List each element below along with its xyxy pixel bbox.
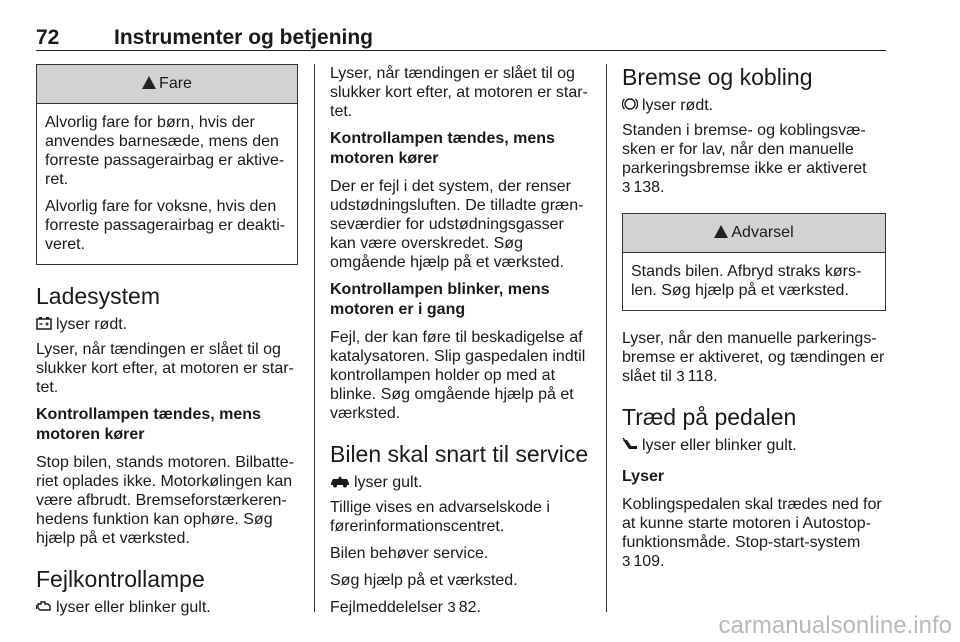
service-indicator (330, 473, 592, 492)
brake-text-1 (622, 121, 886, 197)
brake-text-2-body: Lyser, når den manuelle parkeringsbremse er aktiveret, og tændingen er slået til (622, 330, 885, 385)
charging-text-2: Stop bilen, stands motoren. Bilbatteriet oplades ikke. Motorkølingen kan være afbrudt. Bremseforstærkerenhedens funktion kan ophøre. Søg hjælp på et værksted. (36, 454, 294, 547)
pedal-indicator (622, 436, 886, 455)
column-divider (606, 64, 607, 612)
brake-indicator (622, 96, 886, 115)
section-heading-malfunction: Fejlkontrollampe (36, 566, 205, 592)
service-ref-page[interactable]: 82. (458, 599, 481, 616)
section-heading-charging: Ladesystem (36, 283, 161, 309)
warning-triangle-icon (714, 225, 728, 238)
page-number: 72 (36, 26, 60, 49)
brake-text-1-body: Standen i bremse- og koblingsvæsken er for lav, når den manuelle parkeringsbremse ikke er aktiveret (622, 122, 867, 177)
malfunction-text-2: Der er fejl i det system, der renser udstødningsluften. De tilladte grænseværdier for udstødningsgasser kan være overskredet. Søg omgående hjælp på et værksted. (330, 178, 584, 271)
danger-text-1: Alvorlig fare for børn, hvis der anvendes barnesæde, mens den forreste passagerairbag er aktiveret. (45, 114, 285, 188)
page-header (36, 26, 886, 51)
warning-box-header (623, 214, 885, 253)
pedal-icon (622, 437, 638, 451)
section-heading-pedal: Træd på pedalen (622, 404, 797, 430)
charging-indicator-text: lyser rødt. (56, 316, 128, 333)
warning-text: Stands bilen. Afbryd straks kørslen. Søg hjælp på et værksted. (631, 263, 862, 299)
page-ref-icon: 3 (622, 553, 631, 570)
page-ref-icon: 3 (447, 599, 456, 616)
battery-icon (36, 316, 52, 330)
service-car-icon (330, 474, 350, 488)
service-text-2: Bilen behøver service. (330, 545, 489, 562)
warning-box (622, 213, 886, 311)
section-heading-brake: Bremse og kobling (622, 64, 813, 90)
parking-ref-page[interactable]: 118. (687, 368, 718, 385)
section-heading-service: Bilen skal snart til service (330, 441, 589, 467)
brake-indicator-text: lyser rødt. (642, 97, 714, 114)
pedal-text-1-body: Koblingspedalen skal trædes ned for at kunne starte motoren i Autostop-funktionsmåde. Stop-start-system (622, 496, 882, 551)
column-2 (330, 64, 592, 625)
column-divider (314, 64, 315, 612)
watermark: carmanualsonline.info (718, 612, 952, 639)
pedal-indicator-text: lyser eller blinker gult. (642, 437, 797, 454)
danger-box-body (37, 104, 297, 264)
engine-icon (36, 599, 52, 613)
brake-icon (622, 97, 638, 111)
column-1 (36, 64, 298, 623)
service-text-4 (330, 598, 592, 617)
brake-text-2 (622, 329, 886, 386)
pedal-subheading: Lyser (622, 468, 665, 485)
danger-box-header (37, 65, 297, 104)
danger-label: Fare (159, 75, 192, 92)
malfunction-subheading-2: Kontrollampen blinker, mens motoren er i gang (330, 281, 550, 318)
service-ref-text: Fejlmeddelelser (330, 599, 443, 616)
charging-text-1: Lyser, når tændingen er slået til og slukker kort efter, at motoren er startet. (36, 341, 294, 396)
running-title: Instrumenter og betjening (114, 26, 374, 49)
charging-subheading: Kontrollampen tændes, mens motoren kører (36, 406, 261, 443)
danger-text-2: Alvorlig fare for voksne, hvis den forreste passagerairbag er deaktiveret. (45, 198, 286, 253)
malfunction-indicator (36, 598, 298, 617)
malfunction-indicator-text: lyser eller blinker gult. (56, 599, 211, 616)
charging-indicator (36, 315, 298, 334)
danger-box (36, 64, 298, 265)
warning-box-body (623, 253, 885, 310)
service-indicator-text: lyser gult. (354, 474, 423, 491)
brake-ref-page[interactable]: 138. (633, 179, 665, 196)
malfunction-subheading-1: Kontrollampen tændes, mens motoren kører (330, 130, 555, 167)
service-text-3: Søg hjælp på et værksted. (330, 572, 518, 589)
warning-label: Advarsel (731, 224, 794, 241)
service-text-1: Tillige vises en advarselskode i førerinformationscentret. (330, 499, 550, 535)
stop-start-ref-page[interactable]: 109. (633, 553, 665, 570)
malfunction-text-1: Lyser, når tændingen er slået til og slukker kort efter, at motoren er startet. (330, 65, 588, 120)
malfunction-text-3: Fejl, der kan føre til beskadigelse af katalysatoren. Slip gaspedalen indtil kontrollampen holder op med at blinke. Søg omgående hjælp på et værksted. (330, 329, 586, 422)
column-3 (622, 64, 886, 579)
page-ref-icon: 3 (622, 179, 631, 196)
page-ref-icon: 3 (676, 368, 685, 385)
warning-triangle-icon (142, 76, 156, 89)
pedal-text-1 (622, 495, 886, 571)
